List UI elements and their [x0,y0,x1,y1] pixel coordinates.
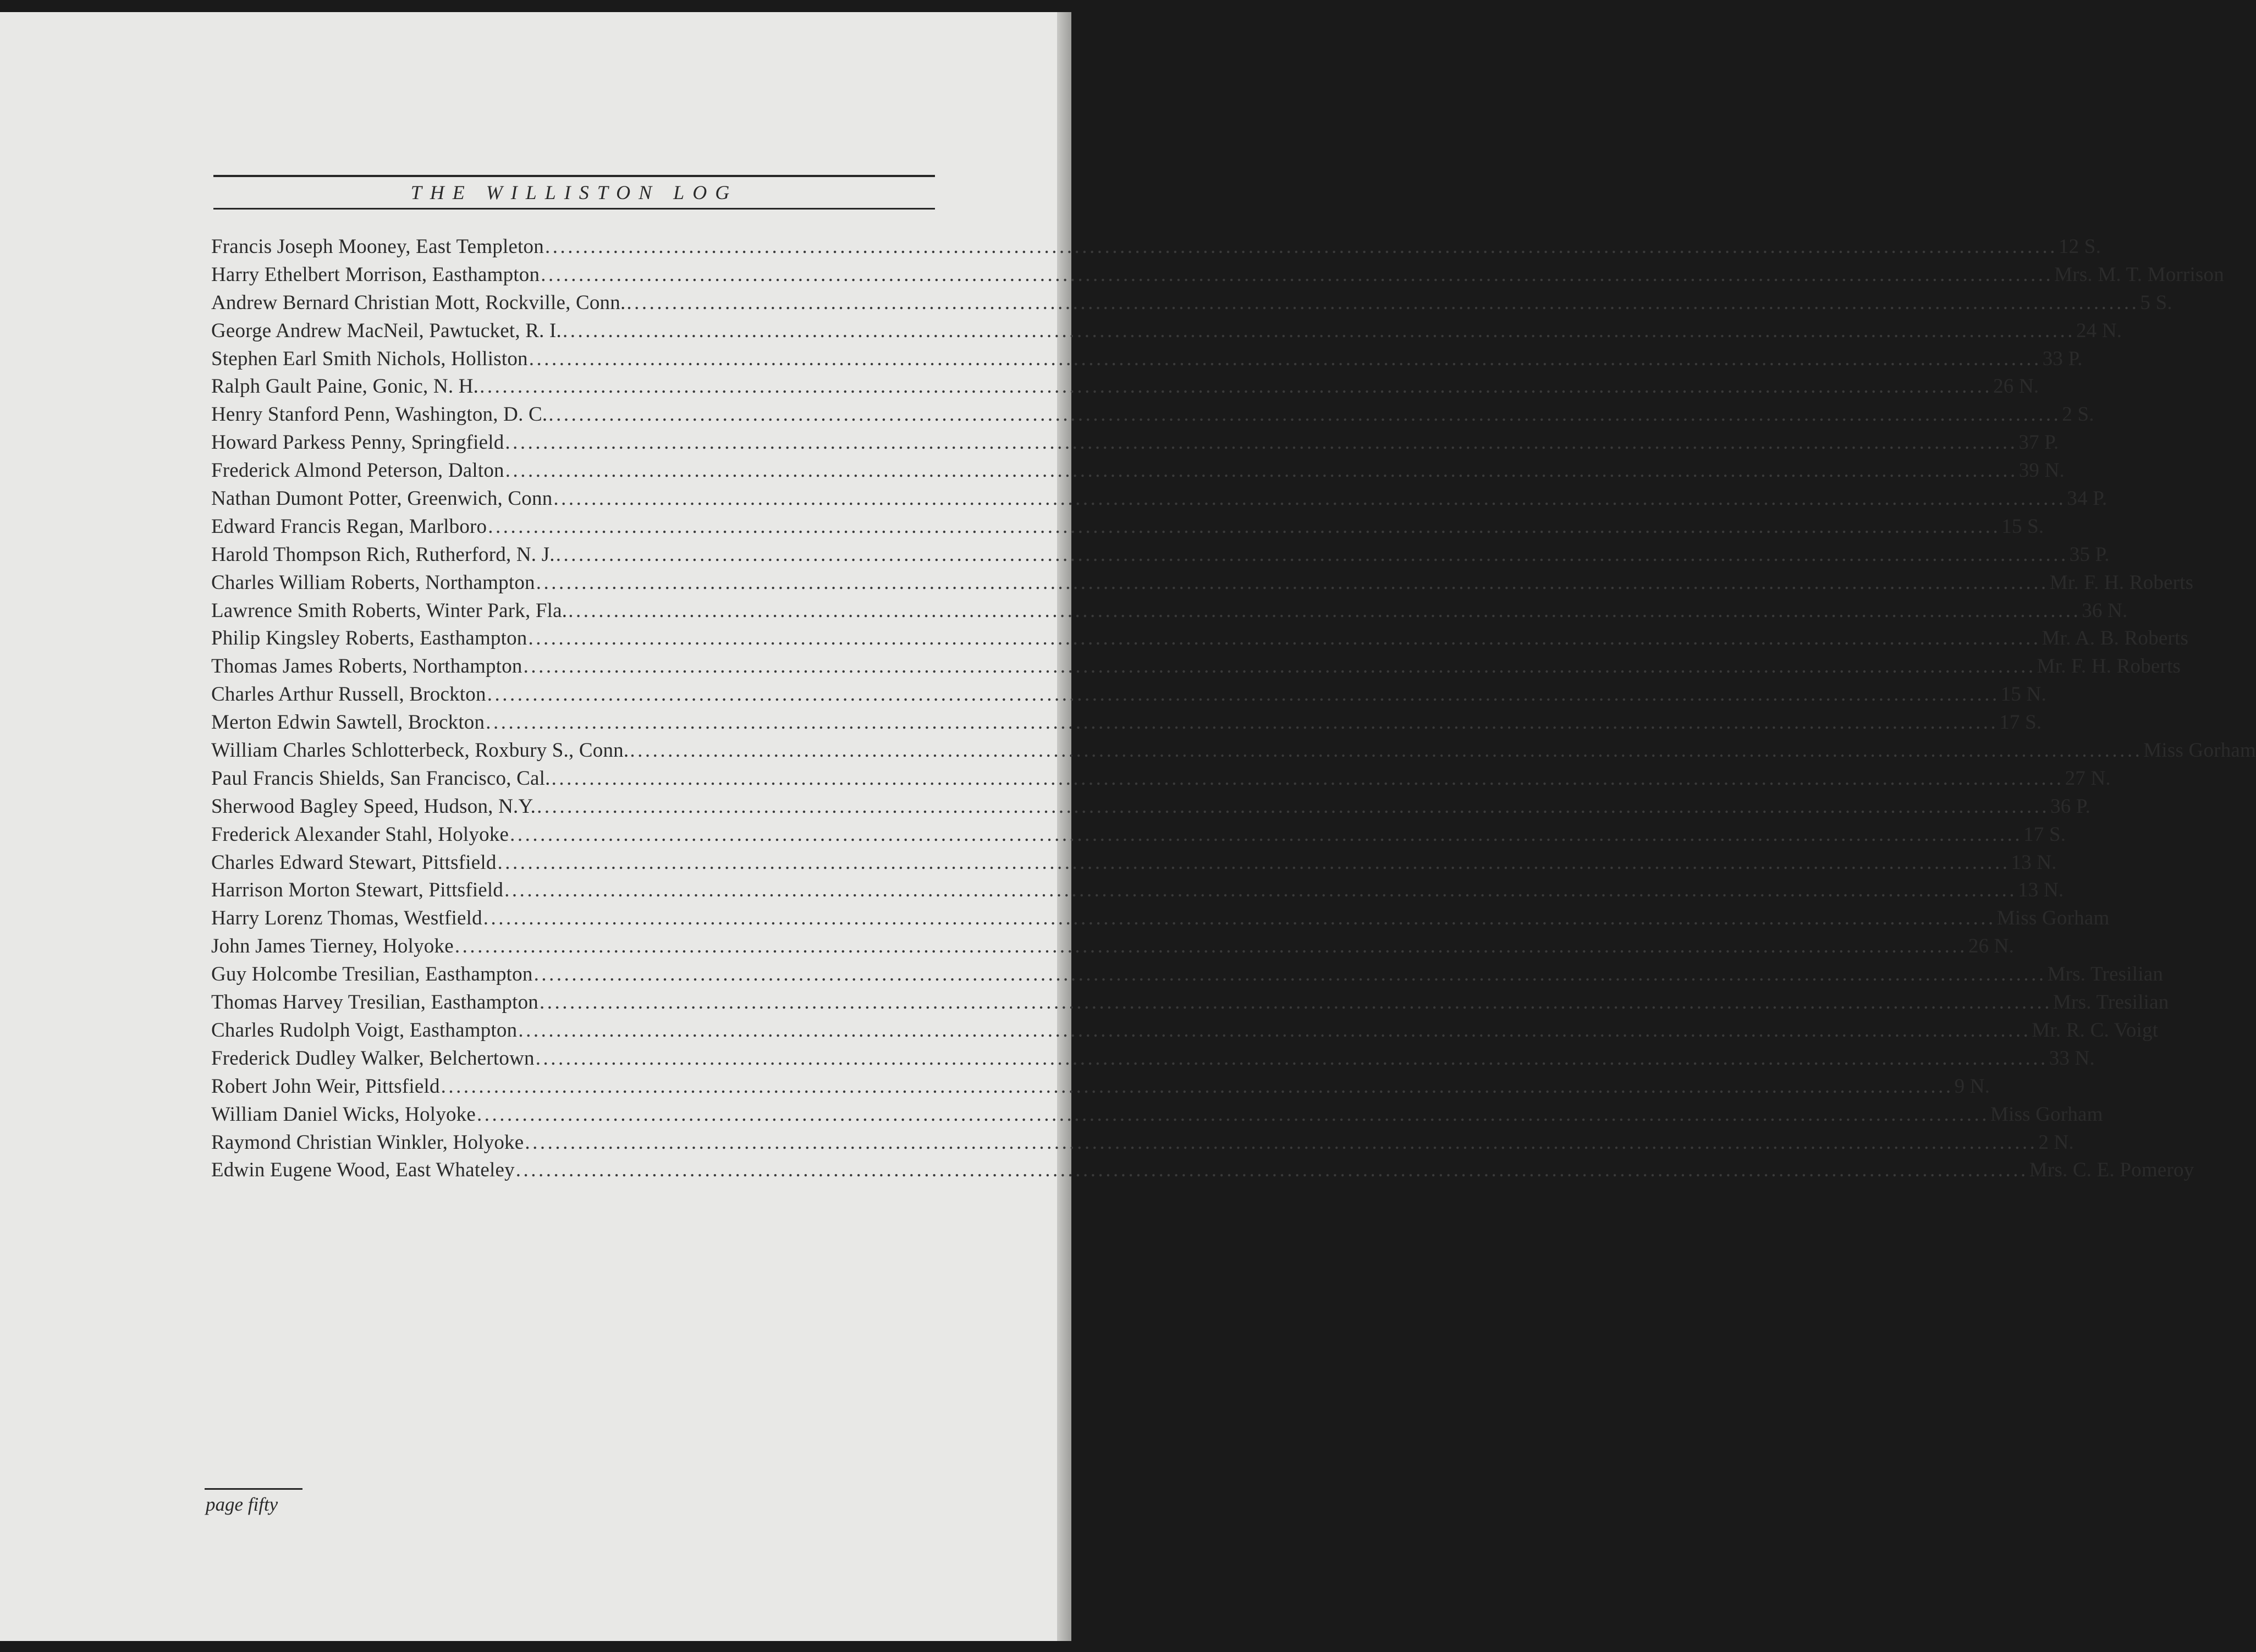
roster-entry [211,1045,2095,1073]
dot-leader: ........................................................................................................................................................................................................ [525,1131,2038,1154]
header-rule-bottom [213,208,935,210]
room-assignment: Mr. R. C. Voigt [2032,1018,2159,1042]
student-name-address: Andrew Bernard Christian Mott, Rockville, Conn. [211,291,626,314]
roster-entry [211,821,2066,849]
student-name-address: William Charles Schlotterbeck, Roxbury S., Conn. [211,739,629,762]
student-name-address: Merton Edwin Sawtell, Brockton [211,711,485,734]
dot-leader: ........................................................................................................................................................................................................ [529,347,2042,370]
roster-entry [211,597,2128,625]
student-name-address: Harry Lorenz Thomas, Westfield [211,907,482,930]
student-name-address: Frederick Dudley Walker, Belchertown [211,1047,535,1070]
roster-entry [211,709,2042,737]
dot-leader: ........................................................................................................................................................................................................ [483,907,1996,930]
student-name-address: Charles Arthur Russell, Brockton [211,683,486,706]
room-assignment: 37 P. [2018,431,2059,454]
dot-leader: ........................................................................................................................................................................................................ [476,1103,1989,1126]
dot-leader: ........................................................................................................................................................................................................ [505,431,2018,454]
dot-leader: ........................................................................................................................................................................................................ [555,543,2068,566]
dot-leader: ........................................................................................................................................................................................................ [551,767,2064,790]
roster-entry [211,457,2065,485]
room-assignment: 35 P. [2069,543,2110,566]
dot-leader: ........................................................................................................................................................................................................ [548,403,2061,426]
dot-leader: ........................................................................................................................................................................................................ [630,739,2143,762]
dot-leader: ........................................................................................................................................................................................................ [523,655,2036,678]
room-assignment: Miss Gorham [1990,1103,2103,1126]
roster-entry [211,541,2110,569]
student-name-address: Harrison Morton Stewart, Pittsfield [211,879,504,902]
dot-leader: ........................................................................................................................................................................................................ [441,1075,1954,1098]
roster-entry [211,1157,2194,1185]
page-number: page fifty [206,1494,278,1515]
roster-entry [211,233,2101,261]
dot-leader: ........................................................................................................................................................................................................ [533,963,2046,986]
roster-entry [211,1073,1990,1101]
roster-entry [211,933,2015,961]
roster-entry [211,373,2039,401]
room-assignment: Miss Gorham [2143,739,2256,762]
room-assignment: 26 N. [1968,935,2015,958]
student-name-address: Nathan Dumont Potter, Greenwich, Conn [211,487,553,510]
dot-leader: ........................................................................................................................................................................................................ [544,235,2057,258]
student-name-address: Francis Joseph Mooney, East Templeton [211,235,544,258]
roster-entry [211,905,2110,933]
roster-entry [211,1129,2074,1157]
room-assignment: 5 S. [2140,291,2172,314]
student-name-address: Thomas Harvey Tresilian, Easthampton [211,991,539,1014]
student-name-address: Charles Edward Stewart, Pittsfield [211,851,497,874]
dot-leader: ........................................................................................................................................................................................................ [510,823,2023,846]
roster-entry [211,1017,2159,1045]
roster-entry [211,653,2181,681]
dot-leader: ........................................................................................................................................................................................................ [518,1018,2031,1042]
dot-leader: ........................................................................................................................................................................................................ [568,599,2081,622]
roster-entry [211,737,2256,765]
room-assignment: 13 N. [2011,851,2057,874]
roster-entry [211,849,2057,877]
student-name-address: Stephen Earl Smith Nichols, Holliston [211,347,528,370]
student-name-address: Charles William Roberts, Northampton [211,571,535,594]
room-assignment: 33 P. [2042,347,2083,370]
room-assignment: 13 N. [2018,879,2064,902]
page-title: THE WILLISTON LOG [410,181,738,203]
student-name-address: Harold Thompson Rich, Rutherford, N. J. [211,543,555,566]
room-assignment: 36 N. [2082,599,2128,622]
dot-leader: ........................................................................................................................................................................................................ [562,319,2075,342]
dot-leader: ........................................................................................................................................................................................................ [515,1159,2028,1182]
roster-entry [211,877,2064,905]
dot-leader: ........................................................................................................................................................................................................ [535,1047,2048,1070]
student-name-address: Sherwood Bagley Speed, Hudson, N.Y. [211,795,536,818]
roster-entry [211,289,2172,317]
roster-entry [211,513,2044,541]
student-name-address: Frederick Almond Peterson, Dalton [211,459,504,482]
dot-leader: ........................................................................................................................................................................................................ [537,795,2050,818]
room-assignment: Mr. F. H. Roberts [2049,571,2194,594]
student-name-address: Harry Ethelbert Morrison, Easthampton [211,263,540,286]
room-assignment: 33 N. [2049,1047,2095,1070]
student-name-address: Lawrence Smith Roberts, Winter Park, Fla. [211,599,568,622]
dot-leader: ........................................................................................................................................................................................................ [505,459,2018,482]
student-name-address: Frederick Alexander Stahl, Holyoke [211,823,509,846]
room-assignment: 2 N. [2038,1131,2074,1154]
roster-entry [211,793,2091,821]
dot-leader: ........................................................................................................................................................................................................ [541,263,2054,286]
room-assignment: 17 S. [1999,711,2042,734]
dot-leader: ........................................................................................................................................................................................................ [497,851,2010,874]
room-assignment: 34 P. [2067,487,2108,510]
roster-entry [211,345,2083,373]
header-rule-top [213,175,935,177]
room-assignment: 26 N. [1993,375,2039,398]
room-assignment: 39 N. [2018,459,2065,482]
student-name-address: Paul Francis Shields, San Francisco, Cal. [211,767,551,790]
student-name-address: George Andrew MacNeil, Pawtucket, R. I. [211,319,562,342]
roster-entry [211,765,2111,793]
student-name-address: Robert John Weir, Pittsfield [211,1075,440,1098]
roster-entry [211,989,2169,1017]
dot-leader: ........................................................................................................................................................................................................ [486,711,1999,734]
student-name-address: Philip Kingsley Roberts, Easthampton [211,627,527,650]
room-assignment: Mrs. Tresilian [2047,963,2164,986]
footer-rule [205,1488,302,1490]
room-assignment: 12 S. [2058,235,2101,258]
dot-leader: ........................................................................................................................................................................................................ [626,291,2139,314]
dot-leader: ........................................................................................................................................................................................................ [504,879,2017,902]
roster-entry [211,569,2194,597]
room-assignment: Miss Gorham [1996,907,2110,930]
room-assignment: 24 N. [2076,319,2122,342]
room-assignment: 15 N. [2000,683,2046,706]
student-name-address: William Daniel Wicks, Holyoke [211,1103,476,1126]
student-name-address: Henry Stanford Penn, Washington, D. C. [211,403,548,426]
document-page [0,12,2256,1641]
room-assignment: 17 S. [2023,823,2066,846]
roster-entry [211,681,2046,709]
room-assignment: 2 S. [2062,403,2094,426]
dot-leader: ........................................................................................................................................................................................................ [528,627,2041,650]
roster-entry [211,625,2189,653]
room-assignment: Mrs. M. T. Morrison [2054,263,2224,286]
student-name-address: Edward Francis Regan, Marlboro [211,515,487,538]
room-assignment: 9 N. [1954,1075,1990,1098]
dot-leader: ........................................................................................................................................................................................................ [454,935,1967,958]
roster-entry [211,429,2059,457]
roster-entry [211,1101,2103,1129]
roster-entry [211,401,2094,429]
room-assignment: 15 S. [2001,515,2044,538]
student-name-address: Charles Rudolph Voigt, Easthampton [211,1018,518,1042]
roster-entry [211,961,2164,989]
dot-leader: ........................................................................................................................................................................................................ [540,991,2053,1014]
dot-leader: ........................................................................................................................................................................................................ [480,375,1993,398]
roster-entry [211,261,2224,289]
student-name-address: Ralph Gault Paine, Gonic, N. H. [211,375,479,398]
student-name-address: John James Tierney, Holyoke [211,935,454,958]
student-name-address: Thomas James Roberts, Northampton [211,655,522,678]
student-name-address: Raymond Christian Winkler, Holyoke [211,1131,524,1154]
room-assignment: 36 P. [2050,795,2091,818]
room-assignment: Mr. A. B. Roberts [2042,627,2189,650]
room-assignment: 27 N. [2065,767,2111,790]
room-assignment: Mrs. C. E. Pomeroy [2029,1159,2194,1182]
student-name-address: Howard Parkess Penny, Springfield [211,431,504,454]
running-head [213,163,935,212]
room-assignment: Mr. F. H. Roberts [2037,655,2181,678]
dot-leader: ........................................................................................................................................................................................................ [536,571,2049,594]
dot-leader: ........................................................................................................................................................................................................ [487,683,2000,706]
roster-entry [211,317,2122,345]
student-roster [211,233,2256,1185]
student-name-address: Edwin Eugene Wood, East Whateley [211,1159,515,1182]
student-name-address: Guy Holcombe Tresilian, Easthampton [211,963,533,986]
dot-leader: ........................................................................................................................................................................................................ [553,487,2066,510]
dot-leader: ........................................................................................................................................................................................................ [488,515,2001,538]
roster-entry [211,485,2108,513]
room-assignment: Mrs. Tresilian [2053,991,2169,1014]
